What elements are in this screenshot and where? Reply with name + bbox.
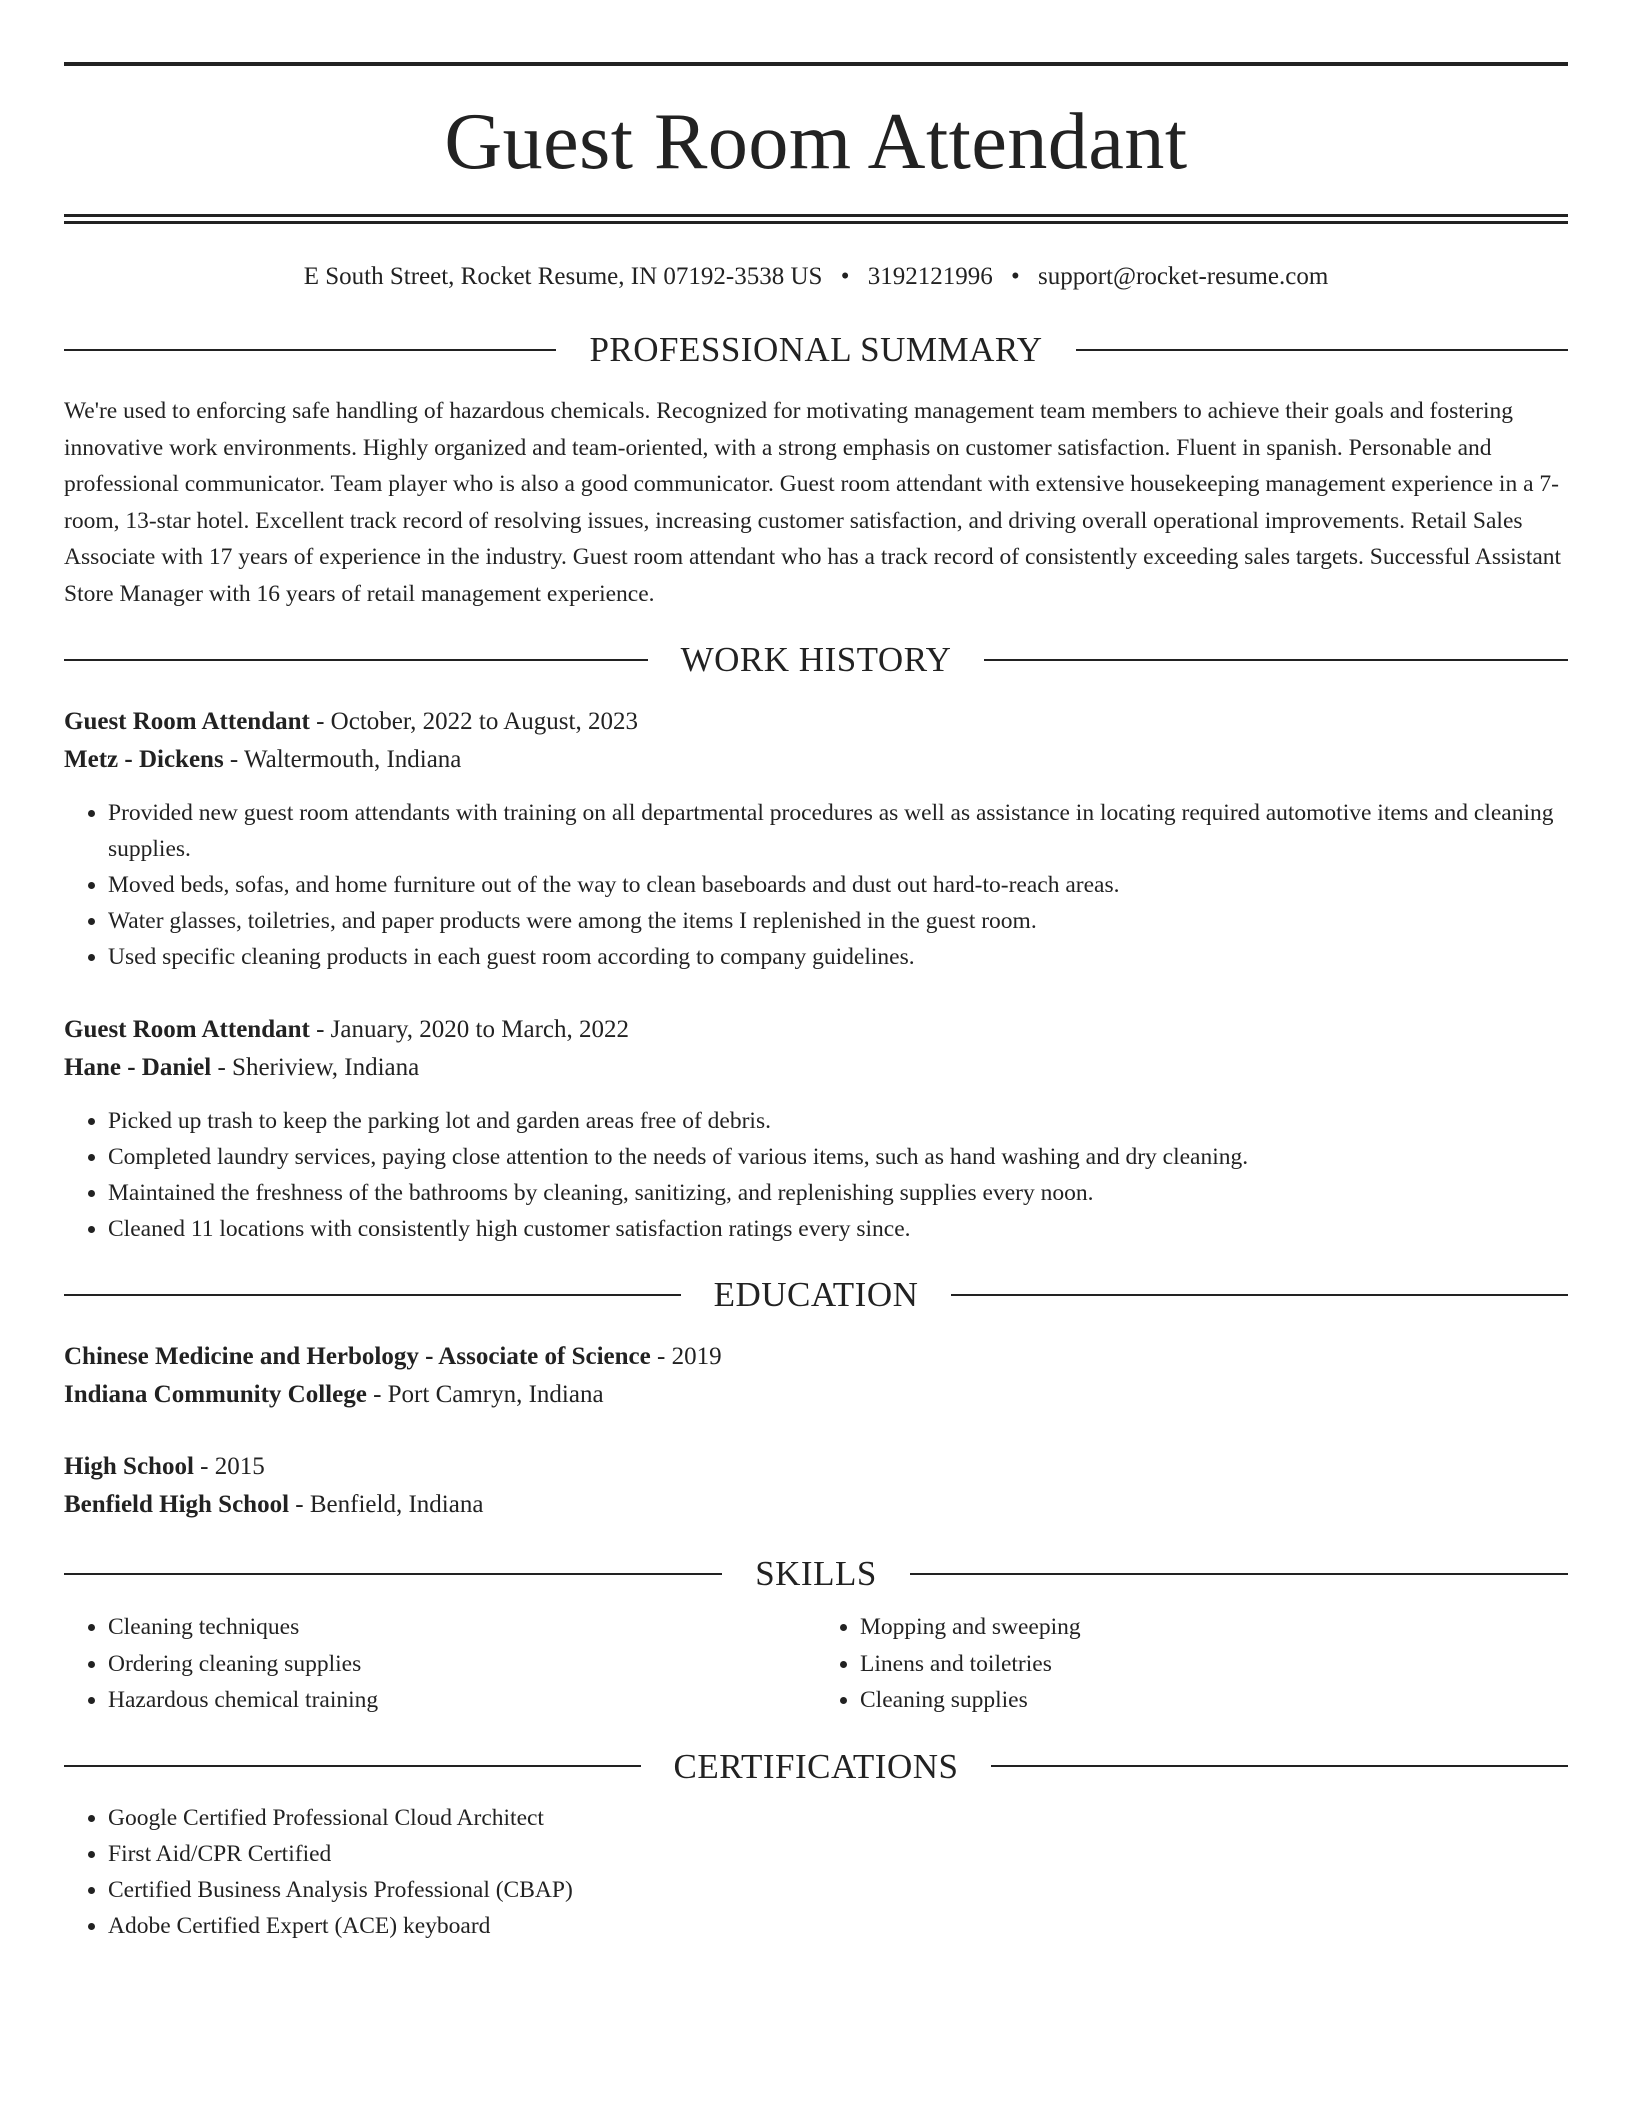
job-title-line <box>64 703 1568 741</box>
work-heading <box>64 642 1568 677</box>
skills-column-right <box>816 1609 1568 1719</box>
section-title: EDUCATION <box>713 1275 919 1314</box>
section-title: CERTIFICATIONS <box>673 1746 959 1786</box>
degree: High School <box>64 1453 194 1480</box>
summary-heading <box>64 332 1568 367</box>
education-entry <box>64 1448 1568 1524</box>
job-company: Metz - Dickens <box>64 746 224 773</box>
list-item: • Used specific cleaning products in each guest room according to company guidelines. <box>108 939 1568 975</box>
section-title: WORK HISTORY <box>680 640 952 679</box>
heading-rule-right <box>1076 349 1568 351</box>
candidate-name: Guest Room Attendant <box>444 98 1188 186</box>
education-heading <box>64 1277 1568 1312</box>
job-company-line <box>64 1049 1568 1087</box>
heading-rule-right <box>984 659 1568 661</box>
job-entry <box>64 703 1568 975</box>
list-item: • Water glasses, toiletries, and paper products were among the items I replenished in the guest room. <box>108 903 1568 939</box>
skill-item: • Hazardous chemical training <box>108 1682 816 1719</box>
skill-item: • Linens and toiletries <box>860 1646 1568 1683</box>
heading-rule-left <box>64 1294 681 1296</box>
school-location: - Benfield, Indiana <box>289 1491 484 1518</box>
heading-rule-left <box>64 1573 722 1575</box>
heading-rule-right <box>951 1294 1568 1296</box>
school: Benfield High School <box>64 1491 290 1518</box>
summary-text: We're used to enforcing safe handling of hazardous chemicals. Recognized for motivating management team members to achieve their goals and fostering innovative work environments. Highly organized and team-oriented, with a strong emphasis on customer satisfaction. Fluent in spanish. Personable and professional communicator. Team player who is also a good communicator. Guest room attendant with extensive housekeeping management experience in a 7-room, 13-star hotel. Excellent track record of resolving issues, increasing customer satisfaction, and driving overall operational improvements. Retail Sales Associate with 17 years of experience in the industry. Guest room attendant who has a track record of consistently exceeding sales targets. Successful Assistant Store Manager with 16 years of retail management experience. <box>64 398 1562 607</box>
job-bullets <box>64 1103 1568 1247</box>
heading-rule-right <box>910 1573 1568 1575</box>
skill-item: • Cleaning techniques <box>108 1609 816 1646</box>
job-entry <box>64 1011 1568 1247</box>
heading-rule-right <box>991 1765 1568 1767</box>
degree-line <box>64 1448 1568 1486</box>
heading-rule-left <box>64 1765 641 1767</box>
skill-item: • Cleaning supplies <box>860 1682 1568 1719</box>
job-company-line <box>64 741 1568 779</box>
skills-heading <box>64 1556 1568 1591</box>
school: Indiana Community College <box>64 1381 367 1408</box>
degree-year: - 2019 <box>650 1343 722 1370</box>
education-entry <box>64 1338 1568 1414</box>
job-location: - Sheriview, Indiana <box>211 1054 420 1081</box>
job-title: Guest Room Attendant <box>64 1016 310 1043</box>
contact-phone: 3192121996 <box>867 263 993 290</box>
contact-address: E South Street, Rocket Resume, IN 07192-3538 US <box>303 263 823 290</box>
contact-separator: • <box>840 263 850 290</box>
job-title-line <box>64 1011 1568 1049</box>
skills-column-left <box>64 1609 816 1719</box>
degree: Chinese Medicine and Herbology - Associate of Science <box>64 1343 651 1370</box>
list-item: • Cleaned 11 locations with consistently high customer satisfaction ratings every since. <box>108 1211 1568 1247</box>
list-item: • Moved beds, sofas, and home furniture out of the way to clean baseboards and dust out hard-to-reach areas. <box>108 867 1568 903</box>
school-location: - Port Camryn, Indiana <box>366 1381 604 1408</box>
degree-year: - 2015 <box>193 1453 265 1480</box>
job-dates: - October, 2022 to August, 2023 <box>309 708 638 735</box>
job-dates: - January, 2020 to March, 2022 <box>309 1016 629 1043</box>
contact-separator: • <box>1010 263 1020 290</box>
school-line <box>64 1486 1568 1524</box>
skill-item: • Ordering cleaning supplies <box>108 1646 816 1683</box>
heading-rule-left <box>64 659 648 661</box>
job-company: Hane - Daniel <box>64 1054 212 1081</box>
job-bullets <box>64 795 1568 975</box>
top-rule <box>64 62 1568 66</box>
job-title: Guest Room Attendant <box>64 708 310 735</box>
heading-rule-left <box>64 349 556 351</box>
degree-line <box>64 1338 1568 1376</box>
certification-item: • Certified Business Analysis Professional (CBAP) <box>108 1872 1568 1908</box>
job-location: - Waltermouth, Indiana <box>223 746 462 773</box>
list-item: • Provided new guest room attendants with training on all departmental procedures as well as assistance in locating required automotive items and cleaning supplies. <box>108 795 1568 867</box>
contact-email: support@rocket-resume.com <box>1037 263 1329 290</box>
school-line <box>64 1376 1568 1414</box>
double-rule <box>64 214 1568 224</box>
certification-item: • Adobe Certified Expert (ACE) keyboard <box>108 1908 1568 1944</box>
section-title: SKILLS <box>755 1554 877 1593</box>
list-item: • Maintained the freshness of the bathrooms by cleaning, sanitizing, and replenishing supplies every noon. <box>108 1175 1568 1211</box>
skill-item: • Mopping and sweeping <box>860 1609 1568 1646</box>
certifications-list <box>64 1800 1568 1944</box>
list-item: • Picked up trash to keep the parking lot and garden areas free of debris. <box>108 1103 1568 1139</box>
contact-line <box>64 262 1568 292</box>
certification-item: • First Aid/CPR Certified <box>108 1836 1568 1872</box>
certifications-heading <box>64 1746 1568 1786</box>
certification-item: • Google Certified Professional Cloud Architect <box>108 1800 1568 1836</box>
list-item: • Completed laundry services, paying close attention to the needs of various items, such as hand washing and dry cleaning. <box>108 1139 1568 1175</box>
skills-grid <box>64 1609 1568 1719</box>
section-title: PROFESSIONAL SUMMARY <box>589 330 1043 369</box>
